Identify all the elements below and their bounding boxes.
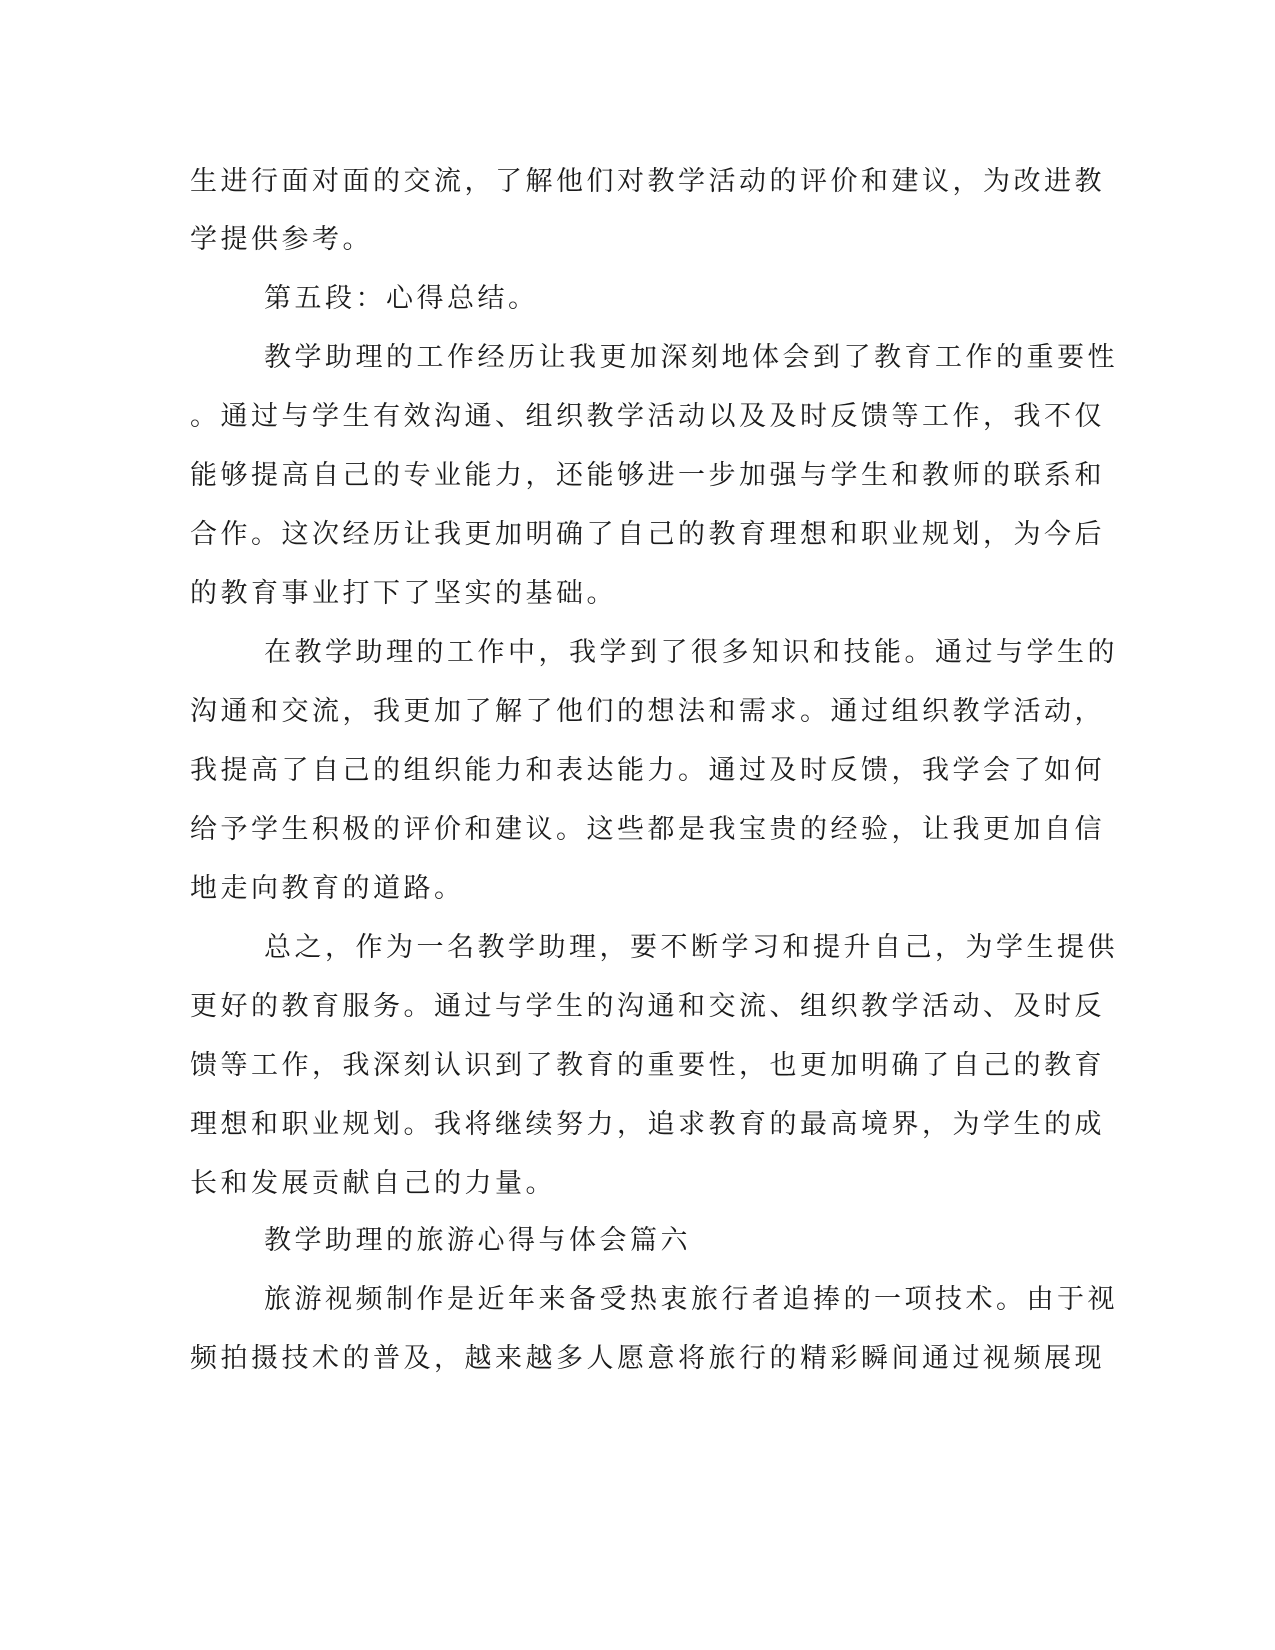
text-line: 生进行面对面的交流，了解他们对教学活动的评价和建议，为改进教 [190, 166, 1105, 197]
text-line: 的教育事业打下了坚实的基础。 [190, 578, 617, 609]
text-line: 合作。这次经历让我更加明确了自己的教育理想和职业规划，为今后 [190, 519, 1105, 550]
text-line: 我提高了自己的组织能力和表达能力。通过及时反馈，我学会了如何 [190, 755, 1105, 786]
text-line: 馈等工作，我深刻认识到了教育的重要性，也更加明确了自己的教育 [190, 1050, 1105, 1081]
text-line: 理想和职业规划。我将继续努力，追求教育的最高境界，为学生的成 [190, 1109, 1105, 1140]
paragraph-start-line: 在教学助理的工作中，我学到了很多知识和技能。通过与学生的 [264, 637, 1118, 668]
text-line: 沟通和交流，我更加了解了他们的想法和需求。通过组织教学活动， [190, 696, 1105, 727]
paragraph-start-line: 旅游视频制作是近年来备受热衷旅行者追捧的一项技术。由于视 [264, 1284, 1118, 1315]
section-heading: 第五段：心得总结。 [264, 283, 539, 314]
text-line: 学提供参考。 [190, 224, 373, 255]
text-line: 。通过与学生有效沟通、组织教学活动以及及时反馈等工作，我不仅 [190, 401, 1105, 432]
paragraph-start-line: 教学助理的工作经历让我更加深刻地体会到了教育工作的重要性 [264, 342, 1118, 373]
text-line: 给予学生积极的评价和建议。这些都是我宝贵的经验，让我更加自信 [190, 814, 1105, 845]
paragraph-start-line: 总之，作为一名教学助理，要不断学习和提升自己，为学生提供 [264, 932, 1118, 963]
section-heading: 教学助理的旅游心得与体会篇六 [264, 1225, 691, 1256]
text-line: 长和发展贡献自己的力量。 [190, 1168, 556, 1199]
text-line: 地走向教育的道路。 [190, 873, 465, 904]
text-line: 更好的教育服务。通过与学生的沟通和交流、组织教学活动、及时反 [190, 991, 1105, 1022]
text-line: 频拍摄技术的普及，越来越多人愿意将旅行的精彩瞬间通过视频展现 [190, 1343, 1105, 1374]
text-line: 能够提高自己的专业能力，还能够进一步加强与学生和教师的联系和 [190, 460, 1105, 491]
